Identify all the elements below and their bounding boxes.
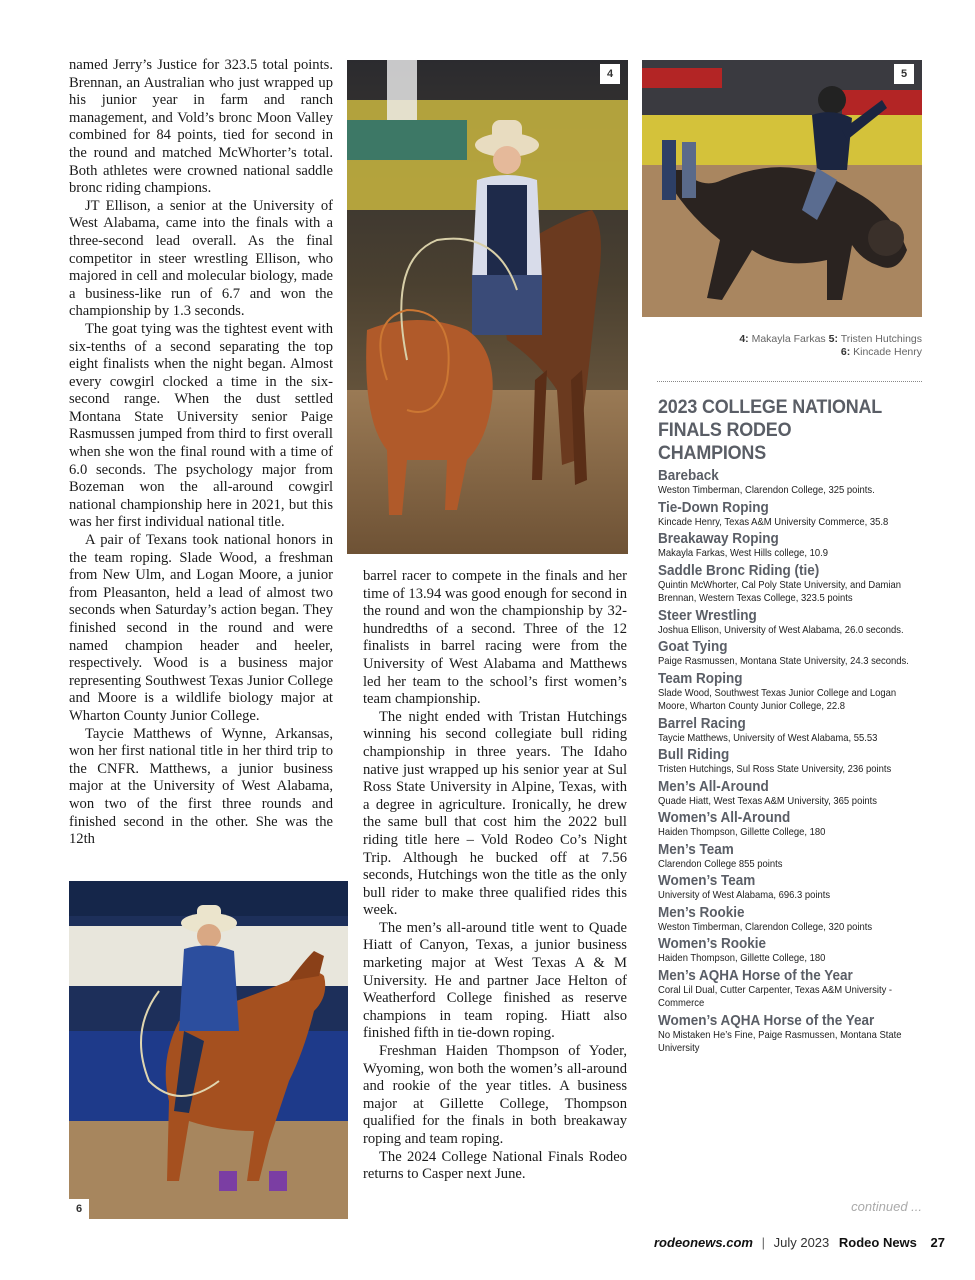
champion-detail: Coral Lil Dual, Cutter Carpenter, Texas A&M University - Commerce (658, 983, 893, 1009)
continued-note: continued ... (851, 1199, 922, 1214)
footer-separator: | (761, 1235, 765, 1250)
champions-sidebar (658, 396, 922, 1057)
breakaway-roping-image (347, 60, 628, 554)
article-paragraph: A pair of Texans took national honors in the team roping. Slade Wood, a freshman from New Ulm, and Logan Moore, a junior from Pleasanton, held a lead of almost two seconds when Saturday’s action began. They finished second in the round and were named champion header and heeler, respectively. Wood is a business major representing Southwest Texas Junior College and Moore is a wildlife biology major at Wharton County Junior College. (69, 532, 333, 724)
caption-number: 6: (840, 346, 851, 358)
bull-riding-image (642, 60, 922, 317)
champion-entry (658, 1012, 922, 1056)
article-paragraph: Freshman Haiden Thompson of Yoder, Wyoming, won both the women’s all-around and rookie of the year titles. A business major at Gillette College, Thompson qualified for the finals in both breakaway roping and team roping. (363, 1043, 627, 1147)
champion-entry (658, 967, 922, 1011)
article-paragraph: barrel racer to compete in the finals and her time of 13.94 was good enough for second in the round and won the championship by 32-hundredths of a second. Three of the 12 finalists in barrel racing were from the University of West Alabama and Matthews led her team to the school’s first women’s team championship. (363, 568, 627, 708)
article-column-2 (363, 568, 627, 1184)
photo-captions (640, 333, 922, 359)
footer-website: rodeonews.com (654, 1235, 753, 1250)
champion-entry (658, 607, 922, 638)
champion-detail: Weston Timberman, Clarendon College, 320 points (658, 920, 873, 933)
champion-detail: Haiden Thompson, Gillette College, 180 (658, 826, 826, 838)
photo-breakaway-roping (347, 60, 628, 554)
footer-issue-date: July 2023 (773, 1235, 830, 1250)
champion-entry (658, 746, 922, 777)
champion-event: Bareback (658, 467, 719, 484)
champion-detail: Kincade Henry, Texas A&M University Commerce, 35.8 (658, 515, 889, 528)
article-paragraph: The night ended with Tristan Hutchings winning his second collegiate bull riding championship in three years. The Idaho native just wrapped up his senior year at Sul Ross State University in Alpine, Texas, with a degree in agriculture. Ironically, he drew the same bull that cost him the 2022 bull riding title here – Vold Rodeo Co’s Night Trip. Although he bucked off at 7.56 seconds, Hutchings won the title as the only bull rider to make three qualified rides this week. (363, 708, 627, 919)
champion-detail: Quintin McWhorter, Cal Poly State University, and Damian Brennan, Western Texas College, 323.5 points (658, 578, 901, 604)
article-paragraph: The men’s all-around title went to Quade Hiatt of Canyon, Texas, a junior business marketing major at West Texas A & M University. He and partner Jace Helton of Weatherford College finished as reserve champions in team roping. Hiatt also finished fifth in tie-down roping. (363, 919, 627, 1042)
article-paragraph: The goat tying was the tightest event with six-tenths of a second separating the top eight finalists when the night began. Almost every cowgirl clocked a time in the six-second range. When the dust settled Montana State University senior Paige Rasmussen jumped from third to first overall when she won the final round with a time of 6.0 seconds. The psychology major from Bozeman won the all-around cowgirl national championship here in 2021, but this was her first individual national title. (69, 320, 333, 531)
champion-entry (658, 935, 922, 966)
champions-title: 2023 COLLEGE NATIONAL FINALS RODEO CHAMPIONS (658, 396, 883, 464)
champion-detail: Quade Hiatt, West Texas A&M University, 365 points (658, 794, 878, 807)
champion-detail: Weston Timberman, Clarendon College, 325 points. (658, 484, 875, 496)
champion-event: Women’s Team (658, 872, 756, 889)
champion-entry (658, 530, 922, 561)
caption-name: Makayla Farkas (751, 333, 826, 345)
champion-entry (658, 670, 922, 714)
photo-bull-riding (642, 60, 922, 317)
champion-entry (658, 872, 922, 903)
champion-detail: Makayla Farkas, West Hills college, 10.9 (658, 547, 829, 559)
champion-entry (658, 499, 922, 530)
champion-entry (658, 467, 922, 498)
photo-number-badge: 5 (894, 64, 914, 84)
champion-event: Saddle Bronc Riding (tie) (658, 561, 820, 579)
article-paragraph: named Jerry’s Justice for 323.5 total points. Brennan, an Australian who just wrapped up his junior year in farm and ranch management, and Vold’s bronc Moon Valley combined for 84 points, tied for second in the round and matched McWhorter’s total. Both athletes were crowned national saddle bronc riding champions. (69, 57, 333, 197)
footer-magazine-name: Rodeo News (838, 1235, 917, 1250)
champion-entry (658, 715, 922, 746)
champion-detail: Clarendon College 855 points (658, 857, 783, 870)
champion-event: Tie-Down Roping (658, 498, 769, 516)
champion-event: Women’s All-Around (658, 809, 791, 826)
article-paragraph: JT Ellison, a senior at the University of West Alabama, came into the finals with a three-second lead overall. As the final competitor in steer wrestling Ellison, who majored in cell and molecular biology, made a business-like run of 6.7 and won the championship by 1.3 seconds. (69, 197, 333, 320)
champion-entry (658, 778, 922, 809)
champion-entry (658, 638, 922, 669)
champions-list (658, 467, 922, 1056)
champion-detail: Paige Rasmussen, Montana State University, 24.3 seconds. (658, 655, 909, 667)
champion-detail: Haiden Thompson, Gillette College, 180 (658, 952, 826, 964)
champion-detail: Tristen Hutchings, Sul Ross State University, 236 points (658, 763, 892, 775)
champion-event: Bull Riding (658, 746, 730, 763)
champion-detail: Slade Wood, Southwest Texas Junior College and Logan Moore, Wharton County Junior College, 22.8 (658, 686, 897, 712)
champion-entry (658, 904, 922, 935)
champion-event: Women’s Rookie (658, 935, 767, 952)
champion-detail: University of West Alabama, 696.3 points (658, 889, 831, 901)
article-paragraph: The 2024 College National Finals Rodeo returns to Casper next June. (363, 1148, 627, 1183)
caption-number: 4: (739, 333, 749, 345)
champion-detail: Joshua Ellison, University of West Alabama, 26.0 seconds. (658, 623, 904, 636)
caption-name: Tristen Hutchings (840, 333, 922, 345)
champion-event: Steer Wrestling (658, 606, 757, 624)
champion-entry (658, 841, 922, 872)
champion-event: Barrel Racing (658, 714, 746, 732)
champion-detail: Taycie Matthews, University of West Alabama, 55.53 (658, 731, 878, 744)
tie-down-roping-image (69, 881, 348, 1219)
footer-page-number: 27 (930, 1235, 945, 1250)
article-column-1 (69, 57, 333, 849)
champion-detail: No Mistaken He’s Fine, Paige Rasmussen, Montana State University (658, 1028, 902, 1054)
champion-event: Men’s AQHA Horse of the Year (658, 966, 853, 984)
champion-entry (658, 809, 922, 840)
photo-tie-down-roping (69, 881, 348, 1219)
photo-number-badge: 4 (600, 64, 620, 84)
photo-number-badge: 6 (69, 1199, 89, 1219)
page-footer (600, 1235, 945, 1250)
champion-event: Men’s All-Around (658, 777, 769, 795)
champion-event: Breakaway Roping (658, 530, 779, 547)
caption-number: 5: (828, 333, 838, 345)
champion-event: Men’s Rookie (658, 903, 745, 921)
champion-entry (658, 562, 922, 606)
caption-name: Kincade Henry (853, 346, 922, 358)
dotted-divider (657, 381, 922, 382)
article-paragraph: Taycie Matthews of Wynne, Arkansas, won her first national title in her third trip to the CNFR. Matthews, a junior business major at the University of West Alabama, won two of the first three rounds and finished second in the other. She was the 12th (69, 725, 333, 848)
champion-event: Women’s AQHA Horse of the Year (658, 1011, 875, 1029)
champion-event: Men’s Team (658, 840, 734, 858)
champion-event: Goat Tying (658, 638, 728, 655)
champion-event: Team Roping (658, 669, 743, 687)
